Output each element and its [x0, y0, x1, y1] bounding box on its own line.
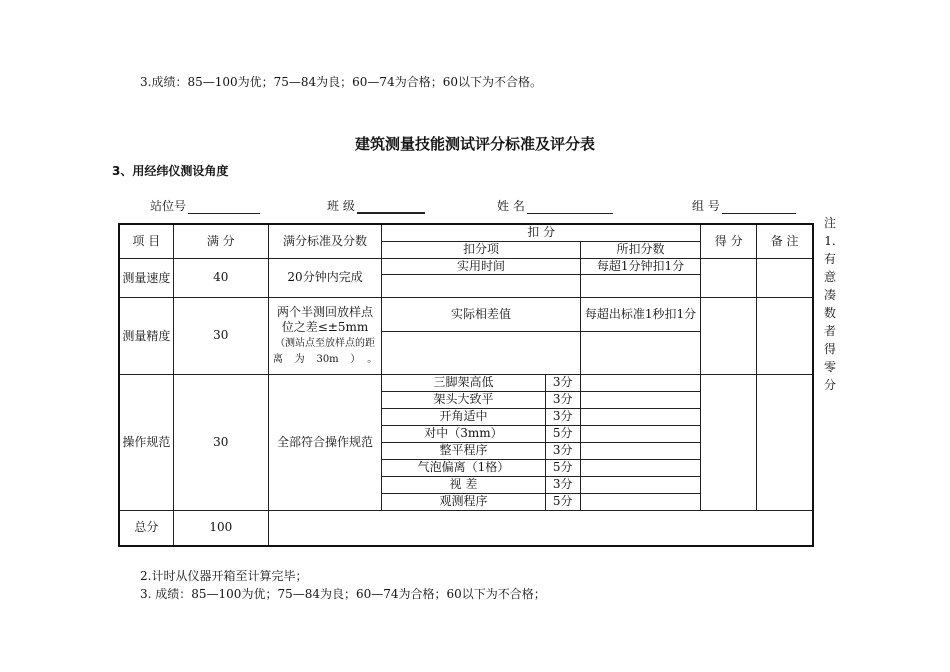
operation-check-points: 5分 — [545, 493, 580, 510]
station-label: 站位号 — [150, 199, 187, 213]
class-field — [327, 197, 425, 214]
section-subtitle: 3、用经纬仪测设角度 — [112, 164, 229, 178]
name-blank[interactable] — [527, 200, 613, 214]
operation-check-points: 3分 — [545, 442, 580, 459]
class-label: 班 级 — [327, 199, 355, 213]
header-item: 项 目 — [119, 224, 173, 258]
footer-note-grading: 3. 成绩：85—100为优；75—84为良；60—74为合格；60以下为不合格； — [140, 587, 546, 601]
operation-deduct-input-cell[interactable] — [580, 425, 700, 442]
operation-remark-cell[interactable] — [757, 374, 813, 510]
operation-score-cell[interactable] — [701, 374, 757, 510]
speed-standard: 20分钟内完成 — [268, 258, 381, 297]
speed-full: 40 — [173, 258, 268, 297]
speed-score-cell[interactable] — [701, 258, 757, 297]
name-label: 姓 名 — [497, 199, 525, 213]
precision-standard-note: （测站点至放样点的距离为30m）。 — [272, 337, 378, 365]
document-title: 建筑测量技能测试评分标准及评分表 — [354, 135, 595, 153]
group-blank[interactable] — [722, 200, 796, 214]
operation-deduct-input-cell[interactable] — [580, 459, 700, 476]
speed-item: 测量速度 — [119, 258, 173, 297]
header-remark: 备 注 — [757, 224, 813, 258]
precision-standard-main: 两个半测回放样点位之差≤±5mm — [277, 304, 374, 334]
class-blank[interactable] — [357, 199, 425, 214]
header-full-score: 满 分 — [173, 224, 268, 258]
total-item: 总分 — [119, 510, 173, 546]
operation-check-points: 3分 — [545, 374, 580, 391]
speed-deduct-score: 每超1分钟扣1分 — [580, 258, 700, 274]
operation-deduct-input-cell[interactable] — [580, 442, 700, 459]
footer-note-timing: 2.计时从仪器开箱至计算完毕； — [140, 569, 308, 583]
operation-deduct-input-cell[interactable] — [580, 476, 700, 493]
speed-time-input-cell[interactable] — [382, 274, 581, 297]
header-standard: 满分标准及分数 — [268, 224, 381, 258]
precision-score-cell[interactable] — [701, 297, 757, 374]
precision-deduct-score: 每超出标准1秒扣1分 — [580, 297, 700, 331]
speed-deduct-input-cell[interactable] — [580, 274, 700, 297]
precision-standard — [268, 297, 381, 374]
operation-check-name: 架头大致平 — [382, 391, 545, 408]
total-full: 100 — [173, 510, 268, 546]
operation-standard: 全部符合操作规范 — [268, 374, 381, 510]
operation-item: 操作规范 — [119, 374, 173, 510]
operation-deduct-input-cell[interactable] — [580, 493, 700, 510]
operation-check-points: 5分 — [545, 425, 580, 442]
name-field — [497, 197, 613, 214]
operation-check-name: 开角适中 — [382, 408, 545, 425]
header-deduct-item: 扣分项 — [382, 241, 581, 258]
group-label: 组 号 — [692, 199, 720, 213]
operation-check-name: 整平程序 — [382, 442, 545, 459]
station-blank[interactable] — [188, 200, 260, 214]
operation-check-points: 3分 — [545, 391, 580, 408]
header-deduct: 扣 分 — [382, 224, 701, 241]
station-field — [150, 197, 260, 214]
speed-deduct-item: 实用时间 — [382, 258, 581, 274]
precision-remark-cell[interactable] — [757, 297, 813, 374]
operation-deduct-input-cell[interactable] — [580, 391, 700, 408]
operation-deduct-input-cell[interactable] — [580, 374, 700, 391]
operation-check-name: 观测程序 — [382, 493, 545, 510]
precision-deduct-item: 实际相差值 — [382, 297, 581, 331]
operation-check-name: 视 差 — [382, 476, 545, 493]
operation-full: 30 — [173, 374, 268, 510]
operation-check-name: 对中（3mm） — [382, 425, 545, 442]
precision-full: 30 — [173, 297, 268, 374]
precision-item: 测量精度 — [119, 297, 173, 374]
total-score-cell[interactable] — [268, 510, 813, 546]
precision-deduct-input-cell[interactable] — [580, 331, 700, 374]
speed-remark-cell[interactable] — [757, 258, 813, 297]
operation-check-points: 5分 — [545, 459, 580, 476]
header-deduct-score: 所扣分数 — [580, 241, 700, 258]
score-table — [118, 223, 814, 547]
top-grading-note: 3.成绩：85—100为优；75—84为良；60—74为合格；60以下为不合格。 — [140, 75, 542, 89]
precision-value-input-cell[interactable] — [382, 331, 581, 374]
operation-deduct-input-cell[interactable] — [580, 408, 700, 425]
operation-check-points: 3分 — [545, 408, 580, 425]
group-field — [692, 197, 796, 214]
operation-check-points: 3分 — [545, 476, 580, 493]
side-note: 注1.有意凑数者得零分 — [823, 216, 836, 392]
header-score: 得 分 — [701, 224, 757, 258]
operation-check-name: 三脚架高低 — [382, 374, 545, 391]
operation-check-name: 气泡偏离（1格） — [382, 459, 545, 476]
